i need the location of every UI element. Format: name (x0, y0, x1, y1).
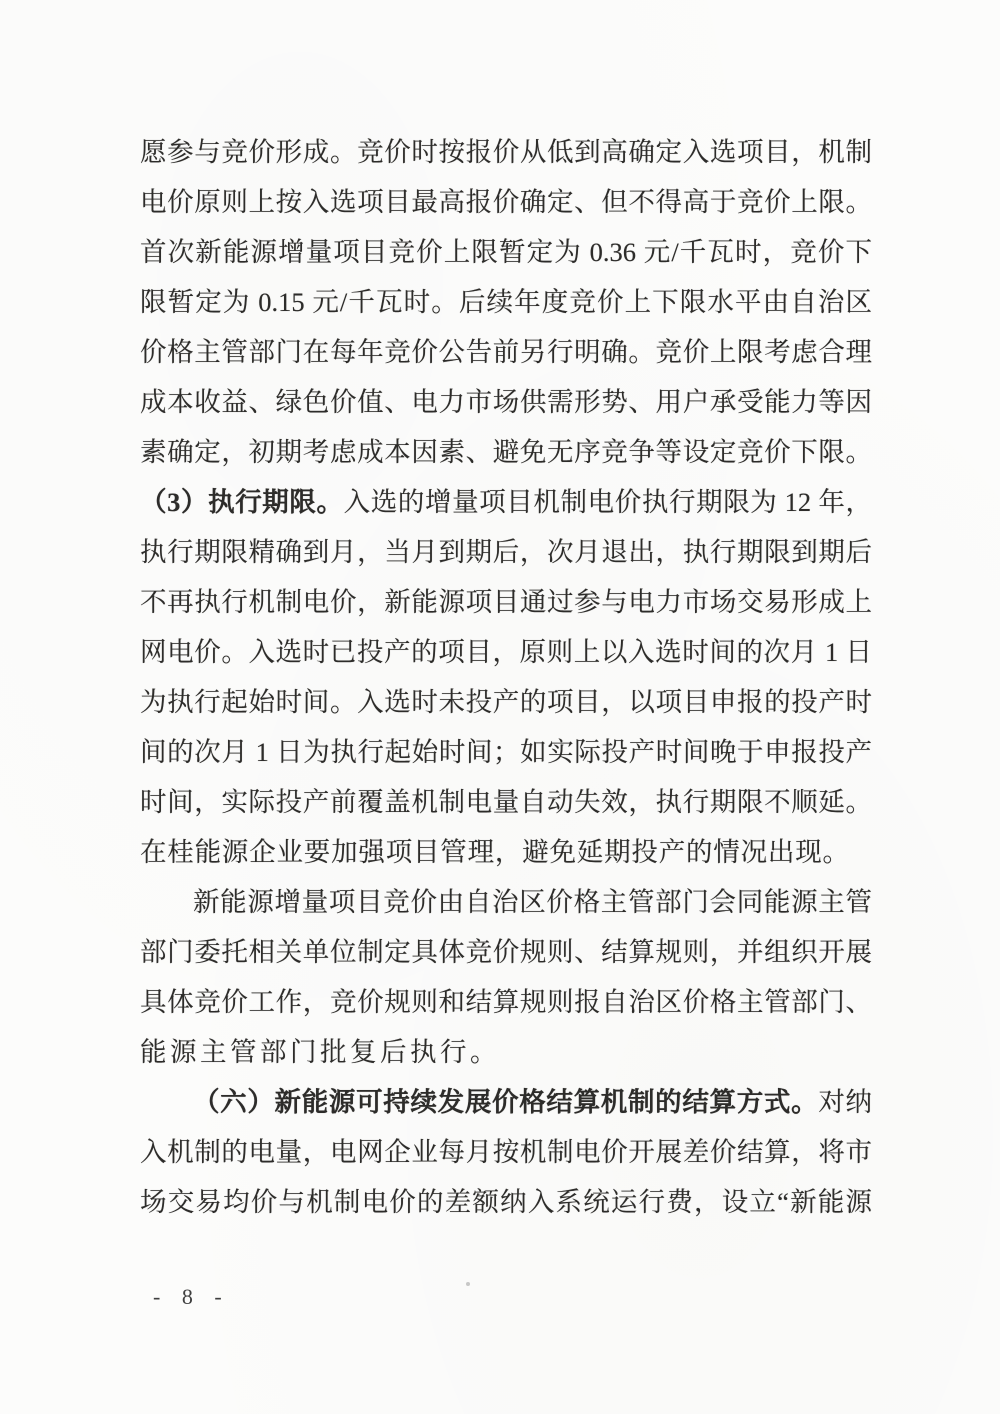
line-text: 入选的增量项目机制电价执行期限为 12 年， (343, 487, 873, 517)
item-3-heading-label: （3）执行期限。 (140, 487, 344, 517)
line-text: 电价原则上按入选项目最高报价确定、但不得高于竞价上限。 (140, 187, 872, 217)
scan-speck (466, 1282, 470, 1286)
line-text: 成本收益、绿色价值、电力市场供需形势、用户承受能力等因 (140, 387, 872, 417)
line-text: 能源主管部门批复后执行。 (140, 1037, 500, 1067)
body-text (140, 127, 872, 1227)
text-line (140, 727, 872, 777)
line-text: 入机制的电量，电网企业每月按机制电价开展差价结算，将市 (140, 1137, 872, 1167)
section-6-heading-label: （六）新能源可持续发展价格结算机制的结算方式。 (193, 1087, 819, 1117)
line-text: 为执行起始时间。入选时未投产的项目，以项目申报的投产时 (140, 687, 872, 717)
line-text: 首次新能源增量项目竞价上限暂定为 0.36 元/千瓦时，竞价下 (140, 237, 872, 267)
text-line (140, 927, 872, 977)
text-line (140, 327, 872, 377)
line-text: 场交易均价与机制电价的差额纳入系统运行费，设立“新能源 (140, 1187, 872, 1217)
line-text: 间的次月 1 日为执行起始时间；如实际投产时间晚于申报投产 (140, 737, 872, 767)
text-line (140, 227, 872, 277)
line-text: 价格主管部门在每年竞价公告前另行明确。竞价上限考虑合理 (140, 337, 872, 367)
text-line (140, 627, 872, 677)
text-line (140, 977, 872, 1027)
text-line (140, 777, 872, 827)
text-line-paragraph-start (140, 877, 872, 927)
text-line (140, 1127, 872, 1177)
line-text: 愿参与竞价形成。竞价时按报价从低到高确定入选项目，机制 (140, 137, 872, 167)
text-line-section-6-heading (140, 1077, 872, 1127)
text-line-item-3-heading (140, 477, 872, 527)
text-line (140, 527, 872, 577)
text-line-paragraph-end (140, 1027, 872, 1077)
line-text: 执行期限精确到月，当月到期后，次月退出，执行期限到期后 (140, 537, 872, 567)
text-line (140, 127, 872, 177)
text-line-paragraph-end (140, 827, 872, 877)
line-text: 具体竞价工作，竞价规则和结算规则报自治区价格主管部门、 (140, 987, 872, 1017)
text-line (140, 1177, 872, 1227)
text-line (140, 577, 872, 627)
line-text: 限暂定为 0.15 元/千瓦时。后续年度竞价上下限水平由自治区 (140, 287, 872, 317)
line-text: 不再执行机制电价，新能源项目通过参与电力市场交易形成上 (140, 587, 872, 617)
line-text: 素确定，初期考虑成本因素、避免无序竞争等设定竞价下限。 (140, 437, 872, 467)
text-line (140, 377, 872, 427)
line-text: 新能源增量项目竞价由自治区价格主管部门会同能源主管 (193, 887, 872, 917)
line-text: 在桂能源企业要加强项目管理，避免延期投产的情况出现。 (140, 837, 850, 867)
line-text: 部门委托相关单位制定具体竞价规则、结算规则，并组织开展 (140, 937, 872, 967)
line-text: 网电价。入选时已投产的项目，原则上以入选时间的次月 1 日 (140, 637, 872, 667)
text-line (140, 677, 872, 727)
page-number: - 8 - (153, 1284, 230, 1309)
line-text: 对纳 (818, 1087, 872, 1117)
text-line (140, 177, 872, 227)
text-line (140, 277, 872, 327)
text-line (140, 427, 872, 477)
line-text: 时间，实际投产前覆盖机制电量自动失效，执行期限不顺延。 (140, 787, 872, 817)
